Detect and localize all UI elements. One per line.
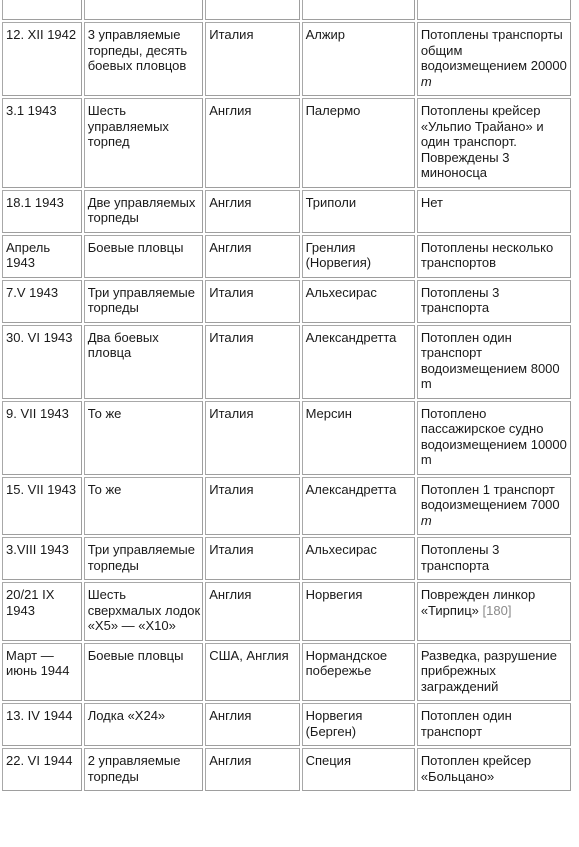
date-cell	[2, 0, 82, 20]
date-cell: Март — июнь 1944	[2, 643, 82, 702]
country-cell: Италия	[205, 325, 299, 399]
place-cell: Гренлия (Норвегия)	[302, 235, 415, 278]
table-row	[2, 477, 571, 536]
table-row	[2, 325, 571, 399]
country-cell: Италия	[205, 401, 299, 475]
date-cell: 30. VI 1943	[2, 325, 82, 399]
result-text: Потоплены транспорты общим водоизмещением 20000	[420, 27, 567, 73]
result-cell: Потоплено пассажирское судно водоизмещением 10000 m	[417, 401, 571, 475]
place-cell: Алжир	[302, 22, 415, 96]
date-cell: 18.1 1943	[2, 190, 82, 233]
result-cell: Потоплены 3 транспорта	[417, 280, 571, 323]
place-cell: Норвегия	[302, 582, 415, 641]
table-row	[2, 190, 571, 233]
means-cell: Лодка «Х24»	[84, 703, 204, 746]
date-cell: 13. IV 1944	[2, 703, 82, 746]
result-text: Поврежден линкор «Тирпиц»	[420, 587, 536, 618]
country-cell: Англия	[205, 748, 299, 791]
result-unit: m	[420, 512, 432, 528]
date-cell: Апрель 1943	[2, 235, 82, 278]
result-cell: Потоплены крейсер «Ульпио Трайано» и один транспорт. Повреждены 3 миноносца	[417, 98, 571, 188]
country-cell: Англия	[205, 703, 299, 746]
country-cell	[205, 0, 299, 20]
result-cell: Потоплен крейсер «Больцано»	[417, 748, 571, 791]
date-cell: 3.VIII 1943	[2, 537, 82, 580]
date-cell: 9. VII 1943	[2, 401, 82, 475]
date-cell: 3.1 1943	[2, 98, 82, 188]
table-row	[2, 643, 571, 702]
footnote-link[interactable]: [180]	[482, 602, 512, 618]
result-cell	[417, 0, 571, 20]
means-cell: Две управляемых торпеды	[84, 190, 204, 233]
place-cell: Александретта	[302, 477, 415, 536]
country-cell: Италия	[205, 537, 299, 580]
result-cell: Потоплен один транспорт	[417, 703, 571, 746]
table-row	[2, 235, 571, 278]
date-cell: 22. VI 1944	[2, 748, 82, 791]
table-row	[2, 0, 571, 20]
means-cell	[84, 0, 204, 20]
country-cell: США, Англия	[205, 643, 299, 702]
date-cell: 12. XII 1942	[2, 22, 82, 96]
result-cell	[417, 22, 571, 96]
place-cell: Палермо	[302, 98, 415, 188]
place-cell: Нормандское побережье	[302, 643, 415, 702]
date-cell: 15. VII 1943	[2, 477, 82, 536]
table-row	[2, 401, 571, 475]
table-row	[2, 537, 571, 580]
means-cell: Два боевых пловца	[84, 325, 204, 399]
result-cell	[417, 582, 571, 641]
country-cell: Италия	[205, 22, 299, 96]
date-cell: 7.V 1943	[2, 280, 82, 323]
result-cell	[417, 477, 571, 536]
table-row	[2, 703, 571, 746]
date-cell: 20/21 IX 1943	[2, 582, 82, 641]
country-cell: Италия	[205, 280, 299, 323]
place-cell: Альхесирас	[302, 280, 415, 323]
country-cell: Англия	[205, 582, 299, 641]
place-cell	[302, 0, 415, 20]
place-cell: Мерсин	[302, 401, 415, 475]
place-cell: Триполи	[302, 190, 415, 233]
means-cell: 2 управляемые торпеды	[84, 748, 204, 791]
means-cell: Три управляемые торпеды	[84, 537, 204, 580]
table-row	[2, 280, 571, 323]
result-text: Потоплен 1 транспорт водоизмещением 7000	[420, 481, 560, 512]
means-cell: То же	[84, 477, 204, 536]
result-cell: Потоплен один транспорт водоизмещением 8000 m	[417, 325, 571, 399]
country-cell: Англия	[205, 98, 299, 188]
means-cell: То же	[84, 401, 204, 475]
country-cell: Италия	[205, 477, 299, 536]
table-row	[2, 98, 571, 188]
country-cell: Англия	[205, 235, 299, 278]
means-cell: Боевые пловцы	[84, 643, 204, 702]
result-cell: Разведка, разрушение прибрежных заграждений	[417, 643, 571, 702]
table-row	[2, 582, 571, 641]
country-cell: Англия	[205, 190, 299, 233]
place-cell: Альхесирас	[302, 537, 415, 580]
table-row	[2, 748, 571, 791]
result-unit: т	[420, 73, 432, 89]
means-cell: Три управляемые торпеды	[84, 280, 204, 323]
place-cell: Специя	[302, 748, 415, 791]
result-cell: Потоплены 3 транспорта	[417, 537, 571, 580]
table-row	[2, 22, 571, 96]
place-cell: Норвегия (Берген)	[302, 703, 415, 746]
result-cell: Потоплены несколько транспортов	[417, 235, 571, 278]
means-cell: Шесть сверхмалых лодок «Х5» — «Х10»	[84, 582, 204, 641]
result-cell: Нет	[417, 190, 571, 233]
means-cell: 3 управляемые торпеды, десять боевых пловцов	[84, 22, 204, 96]
means-cell: Боевые пловцы	[84, 235, 204, 278]
means-cell: Шесть управляемых торпед	[84, 98, 204, 188]
place-cell: Александретта	[302, 325, 415, 399]
